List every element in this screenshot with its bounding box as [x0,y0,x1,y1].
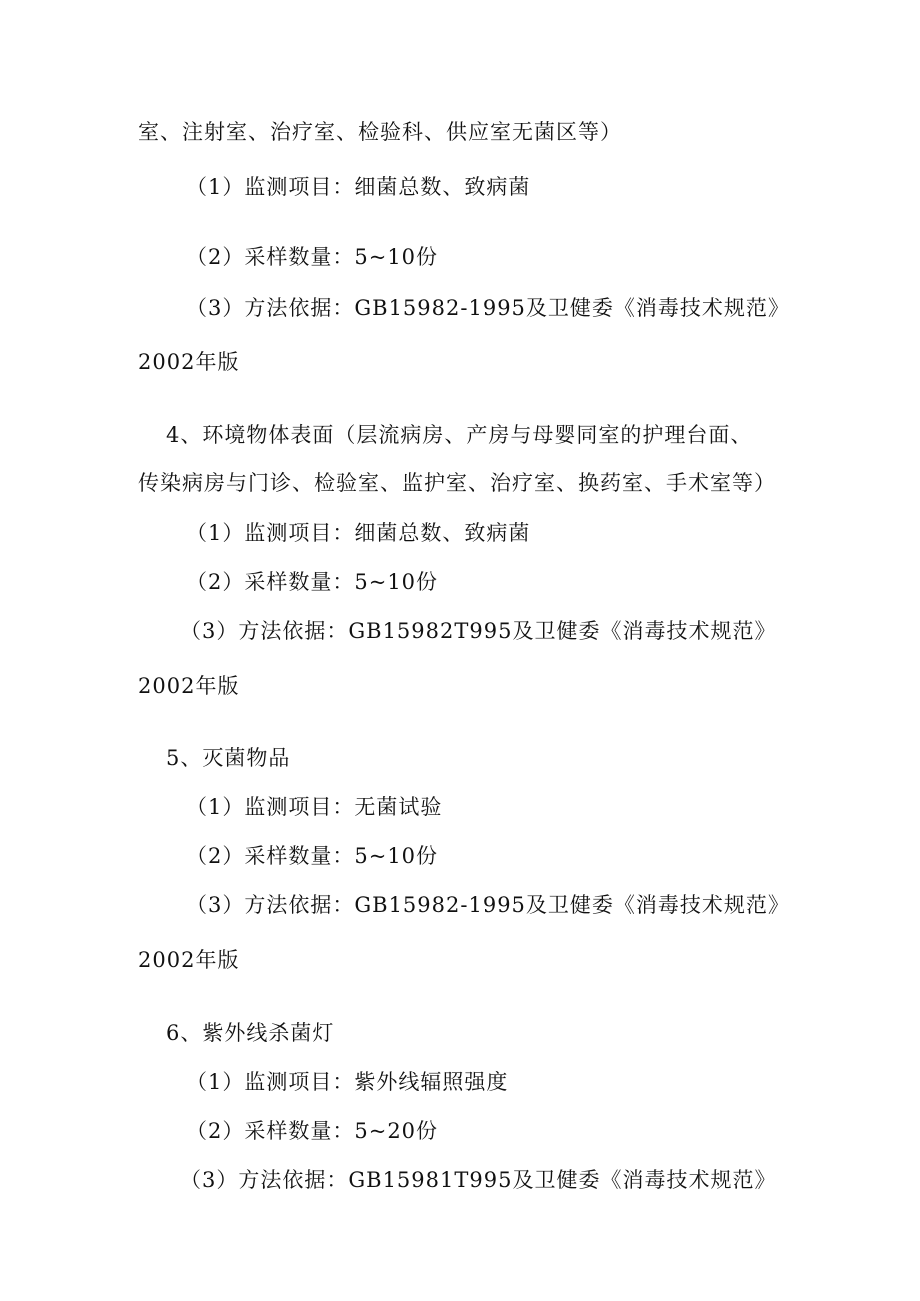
edition-text: 2002年版 [138,674,240,698]
section-heading-continuation: 传染病房与门诊、检验室、监护室、治疗室、换药室、手术室等） [138,471,776,495]
edition-text: 2002年版 [138,948,240,972]
item-sample-count: （2）采样数量：5~10份 [186,570,439,594]
item-method-basis: （3）方法依据：GB15982-1995及卫健委《消毒技术规范》 [186,893,790,917]
item-monitoring-project: （1）监测项目：紫外线辐照强度 [186,1070,509,1094]
item-monitoring-project: （1）监测项目：细菌总数、致病菌 [186,175,531,199]
edition-text: 2002年版 [138,350,240,374]
item-monitoring-project: （1）监测项目：细菌总数、致病菌 [186,521,531,545]
item-sample-count: （2）采样数量：5~10份 [186,245,439,269]
item-sample-count: （2）采样数量：5~10份 [186,844,439,868]
section-heading: 4、环境物体表面（层流病房、产房与母婴同室的护理台面、 [166,423,753,447]
paragraph-continuation: 室、注射室、治疗室、检验科、供应室无菌区等） [138,120,622,144]
item-method-basis: （3）方法依据：GB15982T995及卫健委《消毒技术规范》 [180,619,777,643]
item-method-basis: （3）方法依据：GB15982-1995及卫健委《消毒技术规范》 [186,296,790,320]
section-heading: 5、灭菌物品 [166,746,291,770]
item-method-basis: （3）方法依据：GB15981T995及卫健委《消毒技术规范》 [180,1168,777,1192]
item-monitoring-project: （1）监测项目：无菌试验 [186,795,443,819]
item-sample-count: （2）采样数量：5~20份 [186,1119,439,1143]
section-heading: 6、紫外线杀菌灯 [166,1021,335,1045]
